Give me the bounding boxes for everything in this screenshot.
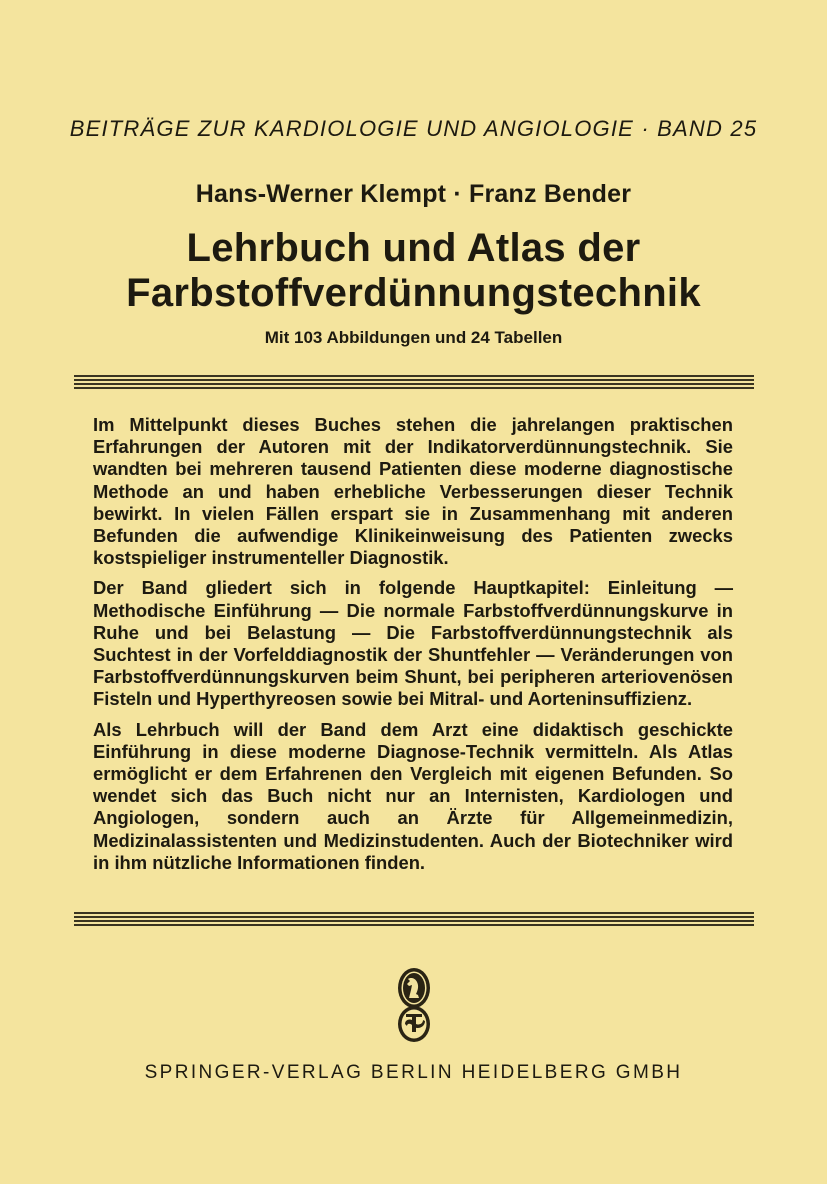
series-title: BEITRÄGE ZUR KARDIOLOGIE UND ANGIOLOGIE · BAND 25 <box>69 116 758 141</box>
blurb-paragraph-1: Im Mittelpunkt dieses Buches stehen die jahrelangen praktischen Erfahrungen der Autoren mit der Indikatorverdünnungstechnik. Sie wandten bei mehreren tausend Patienten diese moderne diagnostische Methode an und haben erhebliche Verbesserungen dieser Technik bewirkt. In vielen Fällen erspart sie in Zusammenhang mit anderen Befunden die aufwendige Klinikeinweisung des Patienten zwecks kostspieliger instrumenteller Diagnostik. <box>93 414 733 569</box>
divider-top <box>74 375 754 391</box>
book-title <box>0 226 827 316</box>
title-line-2: Farbstoffverdünnungstechnik <box>126 271 701 315</box>
authors: Hans-Werner Klempt · Franz Bender <box>195 180 632 208</box>
blurb-paragraph-2: Der Band gliedert sich in folgende Hauptkapitel: Einleitung — Methodische Einführung — Die normale Farbstoffverdünnungskurve in Ruhe und bei Belastung — Die Farbstoffverdünnungstechnik als Suchtest in der Vorfelddiagnostik der Shuntfehler — Veränderungen von Farbstoffverdünnungskurven beim Shunt, bei peripheren arteriovenösen Fisteln und Hyperthyreosen sowie bei Mitral- und Aorteninsuffizienz. <box>93 577 733 710</box>
blurb-paragraph-3: Als Lehrbuch will der Band dem Arzt eine didaktisch geschickte Einführung in diese moderne Diagnose-Technik vermitteln. Als Atlas ermöglicht er dem Erfahrenen den Vergleich mit eigenen Befunden. So wendet sich das Buch nicht nur an Internisten, Kardiologen und Angiologen, sondern auch an Ärzte für Allgemeinmedizin, Medizinalassistenten und Medizinstudenten. Auch der Biotechniker wird in ihm nützliche Informationen finden. <box>93 718 733 873</box>
subtitle: Mit 103 Abbildungen und 24 Tabellen <box>264 328 563 347</box>
blurb <box>93 414 733 882</box>
publisher: SPRINGER-VERLAG BERLIN HEIDELBERG GMBH <box>144 1062 683 1083</box>
divider-bottom <box>74 912 754 928</box>
springer-logo-icon <box>392 966 436 1046</box>
title-line-1: Lehrbuch und Atlas der <box>186 226 641 270</box>
